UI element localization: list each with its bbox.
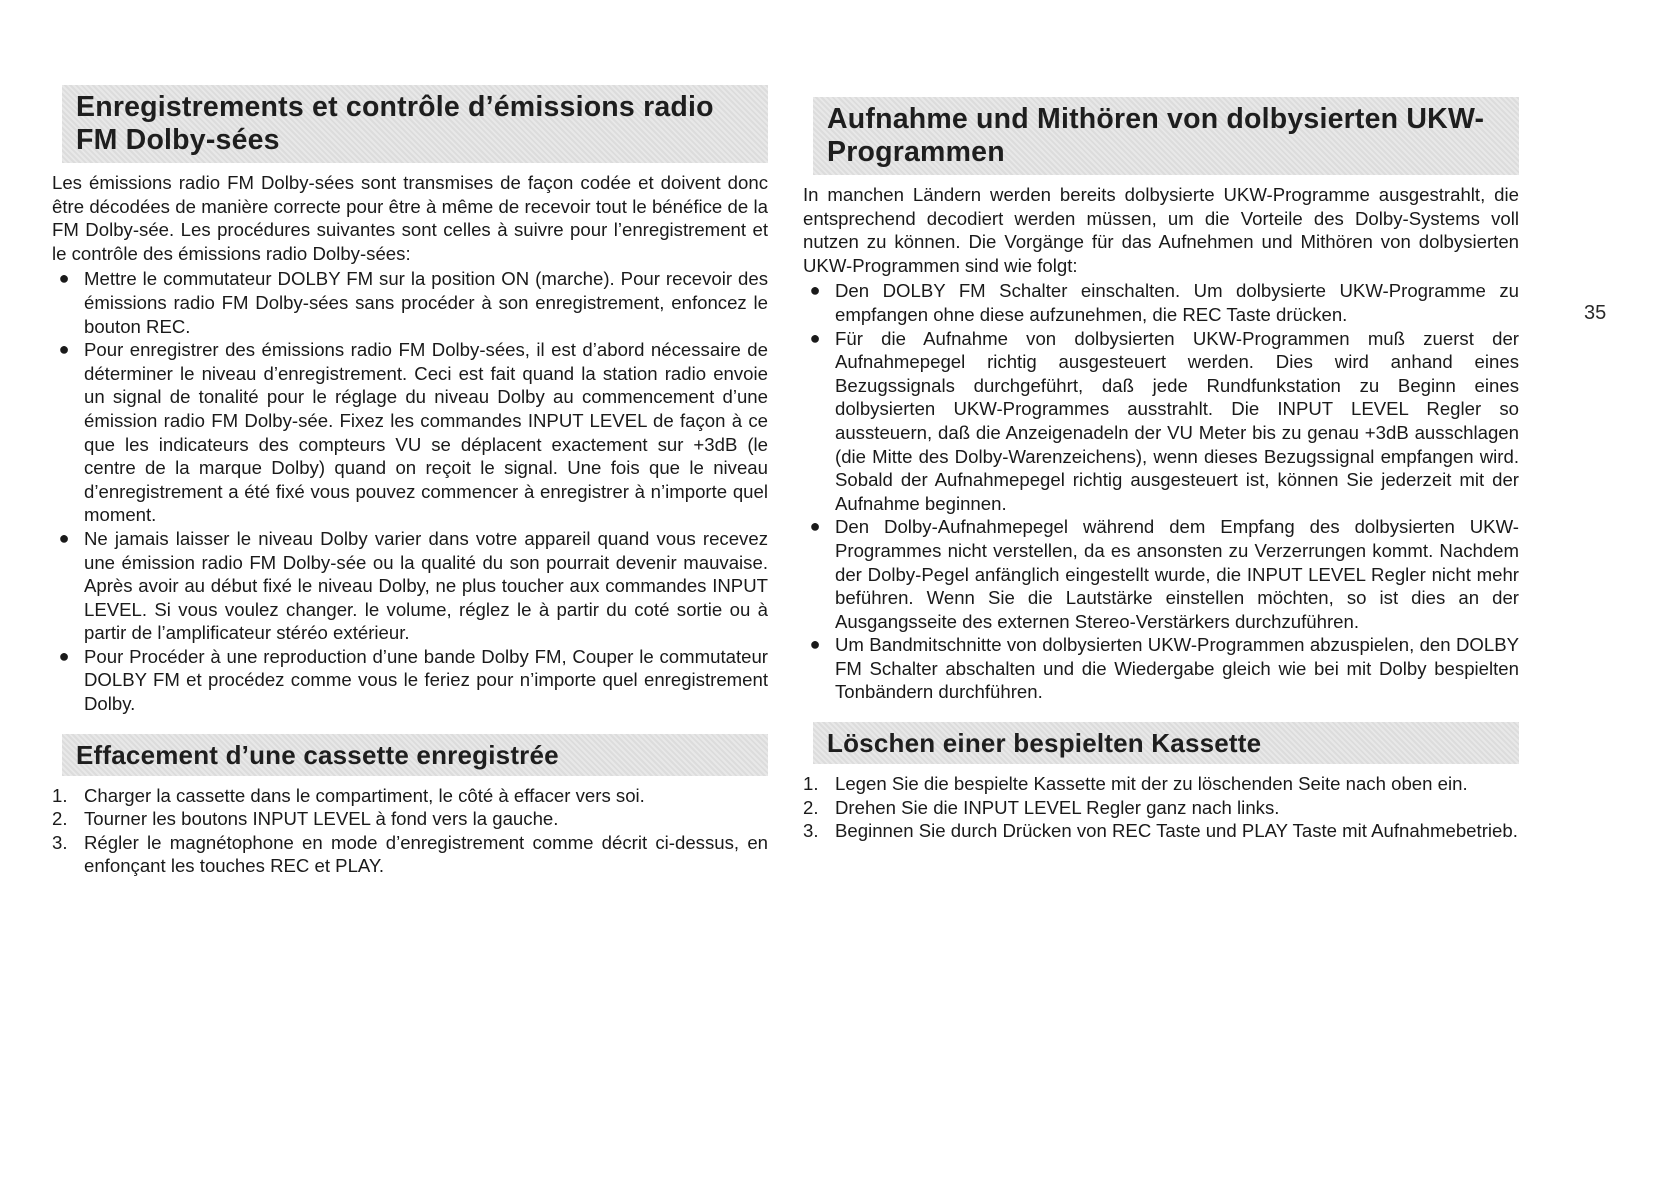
bullet-list	[803, 279, 1519, 704]
section-title: Effacement d’une cassette enregistrée	[76, 739, 559, 770]
bullet-icon: ●	[58, 339, 70, 360]
list-item: ● Den Dolby-Aufnahmepegel während dem Empfang des dolbysierten UKW-Programmes nicht verstellen, da es ansonsten zu Verzerrungen kommt. Nachdem der Dolby-Pegel anfänglich eingestellt wurde, die INPUT LEVEL Regler nicht mehr beführen. Wenn Sie die Lautstärke einstellen möchten, so ist dies an der Ausgangsseite des externen Stereo-Verstärkers durchzuführen.	[803, 515, 1519, 633]
bullet-icon: ●	[809, 280, 821, 301]
list-item: 1. Legen Sie die bespielte Kassette mit der zu löschenden Seite nach oben ein.	[803, 773, 1468, 795]
bullet-list	[52, 267, 768, 715]
bullet-icon: ●	[809, 327, 821, 348]
numbered-list	[803, 772, 1519, 843]
intro-paragraph: In manchen Ländern werden bereits dolbysierte UKW-Programme ausgestrahlt, die entsprechend decodiert werden müssen, um die Vorteile des Dolby-Systems voll nutzen zu können. Die Vorgänge für das Aufnehmen und Mithören von dolbysierten UKW-Programmen sind wie folgt:	[803, 184, 1519, 276]
heading-fm-recording-fr	[62, 85, 768, 163]
heading-fm-recording-de	[813, 97, 1519, 175]
bullet-icon: ●	[809, 634, 821, 655]
list-item: ● Pour Procéder à une reproduction d’une bande Dolby FM, Couper le commutateur DOLBY FM et procédez comme vous le feriez pour n’importe quel enregistrement Dolby.	[52, 645, 768, 716]
bullet-icon: ●	[809, 516, 821, 537]
list-item: ● Mettre le commutateur DOLBY FM sur la position ON (marche). Pour recevoir des émissions radio FM Dolby-sées sans procéder à son enregistrement, enfoncez le bouton REC.	[52, 267, 768, 338]
bullet-icon: ●	[58, 645, 70, 666]
list-item: 2. Tourner les boutons INPUT LEVEL à fond vers la gauche.	[52, 808, 559, 830]
section-title: Enregistrements et contrôle d’émissions radio FM Dolby-sées	[76, 91, 714, 156]
french-column	[52, 85, 768, 878]
section-title: Aufnahme und Mithören von dolbysierten UKW-Programmen	[827, 103, 1485, 168]
section-title: Löschen einer bespielten Kassette	[827, 728, 1262, 759]
list-item: ● Den DOLBY FM Schalter einschalten. Um dolbysierte UKW-Programme zu empfangen ohne diese aufzunehmen, die REC Taste drücken.	[803, 279, 1519, 326]
list-item: ● Ne jamais laisser le niveau Dolby varier dans votre appareil quand vous recevez une émission radio FM Dolby-sée ou la qualité du son pourrait devenir mauvaise. Après avoir au début fixé le niveau Dolby, ne plus toucher aux commandes INPUT LEVEL. Si vous voulez changer. le volume, réglez le à partir du coté sortie ou à partir de l’amplificateur stéréo extérieur.	[52, 527, 768, 645]
heading-erase-cassette-fr	[62, 734, 768, 776]
page-number: 35	[1584, 302, 1607, 324]
list-item: 3. Beginnen Sie durch Drücken von REC Taste und PLAY Taste mit Aufnahmebetrieb.	[803, 820, 1518, 842]
numbered-list	[52, 784, 768, 878]
list-item: 3. Régler le magnétophone en mode d’enregistrement comme décrit ci-dessus, en enfonçant les touches REC et PLAY.	[52, 831, 768, 877]
intro-paragraph: Les émissions radio FM Dolby-sées sont transmises de façon codée et doivent donc être décodées de manière correcte pour être à même de recevoir tout le bénéfice de la FM Dolby-sée. Les procédures suivantes sont celles à suivre pour l’enregistrement et le contrôle des émissions radio Dolby-sées:	[52, 172, 768, 264]
list-item: ● Für die Aufnahme von dolbysierten UKW-Programmen muß zuerst der Aufnahmepegel richtig ausgesteuert werden. Dies wird anhand eines Bezugssignals durchgeführt, daß jede Rundfunkstation zu Beginn eines dolbysierten UKW-Programmes ausstrahlt. Die INPUT LEVEL Regler so aussteuern, daß die Anzeigenadeln der VU Meter bis zu genau +3dB ausschlagen (die Mitte des Dolby-Warenzeichens), wenn dieses Bezugssignal empfangen wird. Sobald der Aufnahmepegel richtig ausgesteuert ist, können Sie jederzeit mit der Aufnahme beginnen.	[803, 327, 1519, 516]
german-column	[803, 97, 1519, 843]
bullet-icon: ●	[58, 268, 70, 289]
bullet-icon: ●	[58, 527, 70, 548]
list-item: ● Pour enregistrer des émissions radio FM Dolby-sées, il est d’abord nécessaire de déterminer le niveau d’enregistrement. Ceci est fait quand la station radio envoie un signal de tonalité pour le réglage du niveau Dolby au commencement d’une émission radio FM Dolby-sée. Fixez les commandes INPUT LEVEL de façon à ce que les indicateurs des compteurs VU se déplacent exactement sur +3dB (le centre de la marque Dolby) quand on reçoit le signal. Une fois que le niveau d’enregistrement a été fixé vous pouvez commencer à enregistrer à n’importe quel moment.	[52, 338, 768, 527]
list-item: ● Um Bandmitschnitte von dolbysierten UKW-Programmen abzuspielen, den DOLBY FM Schalter abschalten und die Wiedergabe gleich wie bei mit Dolby bespielten Tonbändern durchführen.	[803, 633, 1519, 704]
list-item: 1. Charger la cassette dans le compartiment, le côté à effacer vers soi.	[52, 784, 645, 806]
heading-erase-cassette-de	[813, 722, 1519, 764]
list-item: 2. Drehen Sie die INPUT LEVEL Regler ganz nach links.	[803, 796, 1280, 818]
